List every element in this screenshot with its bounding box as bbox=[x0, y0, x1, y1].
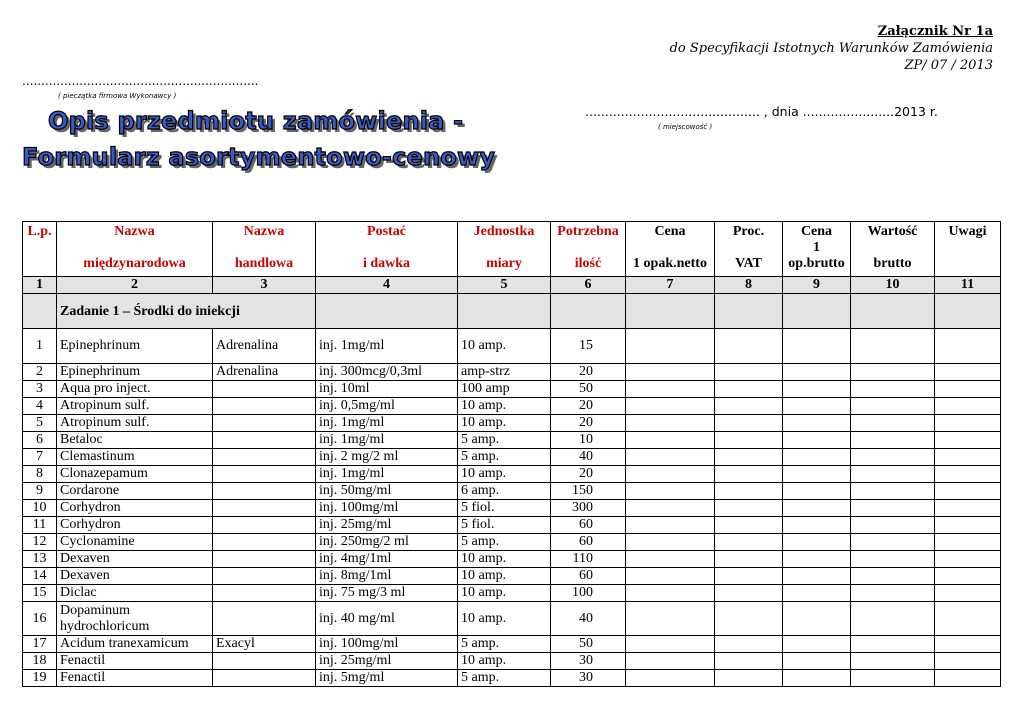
col-header-international-name: Nazwa międzynarodowa bbox=[57, 222, 213, 277]
international-name-cell: Acidum tranexamicum bbox=[57, 636, 213, 653]
form-dose-cell: inj. 4mg/1ml bbox=[316, 551, 458, 568]
table-row bbox=[23, 602, 1001, 636]
trade-name-cell bbox=[213, 585, 316, 602]
form-dose-cell: inj. 1mg/ml bbox=[316, 432, 458, 449]
notes-cell bbox=[935, 381, 1001, 398]
form-dose-cell: inj. 10ml bbox=[316, 381, 458, 398]
specification-reference: do Specyfikacji Istotnych Warunków Zamówienia bbox=[669, 41, 993, 56]
vat-cell bbox=[715, 329, 783, 364]
quantity-cell: 50 bbox=[551, 381, 626, 398]
gross-price-cell bbox=[783, 381, 851, 398]
notes-cell bbox=[935, 551, 1001, 568]
lp-cell: 4 bbox=[23, 398, 57, 415]
form-dose-cell: inj. 2 mg/2 ml bbox=[316, 449, 458, 466]
gross-price-cell bbox=[783, 466, 851, 483]
quantity-cell: 60 bbox=[551, 534, 626, 551]
table-row bbox=[23, 466, 1001, 483]
net-price-cell bbox=[626, 551, 715, 568]
trade-name-cell bbox=[213, 398, 316, 415]
notes-cell bbox=[935, 500, 1001, 517]
gross-value-cell bbox=[851, 568, 935, 585]
gross-price-cell bbox=[783, 534, 851, 551]
gross-value-cell bbox=[851, 534, 935, 551]
vat-cell bbox=[715, 534, 783, 551]
vat-cell bbox=[715, 432, 783, 449]
vat-cell bbox=[715, 517, 783, 534]
table-row bbox=[23, 381, 1001, 398]
gross-value-cell bbox=[851, 329, 935, 364]
vat-cell bbox=[715, 398, 783, 415]
gross-value-cell bbox=[851, 398, 935, 415]
trade-name-cell bbox=[213, 670, 316, 687]
gross-price-cell bbox=[783, 602, 851, 636]
unit-cell: 10 amp. bbox=[458, 568, 551, 585]
section-empty-cell bbox=[935, 294, 1001, 329]
notes-cell bbox=[935, 398, 1001, 415]
notes-cell bbox=[935, 534, 1001, 551]
international-name-cell: Clemastinum bbox=[57, 449, 213, 466]
column-number: 7 bbox=[626, 277, 715, 294]
column-number-row bbox=[23, 277, 1001, 294]
gross-value-cell bbox=[851, 432, 935, 449]
international-name-cell: Dexaven bbox=[57, 568, 213, 585]
vat-cell bbox=[715, 381, 783, 398]
lp-cell: 8 bbox=[23, 466, 57, 483]
quantity-cell: 40 bbox=[551, 449, 626, 466]
stamp-dotted-line: .............................................................. bbox=[22, 74, 259, 88]
international-name-cell: Betaloc bbox=[57, 432, 213, 449]
col-header-notes: Uwagi bbox=[935, 222, 1001, 277]
trade-name-cell bbox=[213, 500, 316, 517]
col-header-trade-name: Nazwa handlowa bbox=[213, 222, 316, 277]
col-header-quantity: Potrzebna ilość bbox=[551, 222, 626, 277]
unit-cell: 10 amp. bbox=[458, 329, 551, 364]
net-price-cell bbox=[626, 517, 715, 534]
net-price-cell bbox=[626, 329, 715, 364]
vat-cell bbox=[715, 568, 783, 585]
net-price-cell bbox=[626, 653, 715, 670]
form-dose-cell: inj. 1mg/ml bbox=[316, 329, 458, 364]
table-row bbox=[23, 415, 1001, 432]
net-price-cell bbox=[626, 364, 715, 381]
col-header-net-price: Cena 1 opak.netto bbox=[626, 222, 715, 277]
lp-cell: 12 bbox=[23, 534, 57, 551]
net-price-cell bbox=[626, 568, 715, 585]
vat-cell bbox=[715, 449, 783, 466]
col-header-unit: Jednostka miary bbox=[458, 222, 551, 277]
lp-cell: 11 bbox=[23, 517, 57, 534]
table-row bbox=[23, 670, 1001, 687]
title-line-2: Formularz asortymentowo-cenowy bbox=[22, 143, 496, 171]
unit-cell: 10 amp. bbox=[458, 602, 551, 636]
form-dose-cell: inj. 100mg/ml bbox=[316, 636, 458, 653]
unit-cell: 10 amp. bbox=[458, 398, 551, 415]
net-price-cell bbox=[626, 602, 715, 636]
quantity-cell: 40 bbox=[551, 602, 626, 636]
table-row bbox=[23, 568, 1001, 585]
unit-cell: 10 amp. bbox=[458, 415, 551, 432]
gross-price-cell bbox=[783, 517, 851, 534]
gross-value-cell bbox=[851, 415, 935, 432]
header-row bbox=[23, 222, 1001, 277]
gross-price-cell bbox=[783, 329, 851, 364]
vat-cell bbox=[715, 466, 783, 483]
net-price-cell bbox=[626, 381, 715, 398]
unit-cell: 5 amp. bbox=[458, 670, 551, 687]
international-name-cell: Clonazepamum bbox=[57, 466, 213, 483]
lp-cell: 13 bbox=[23, 551, 57, 568]
trade-name-cell bbox=[213, 381, 316, 398]
assortment-price-table bbox=[22, 221, 1001, 687]
gross-price-cell bbox=[783, 483, 851, 500]
gross-price-cell bbox=[783, 636, 851, 653]
notes-cell bbox=[935, 585, 1001, 602]
international-name-cell: Fenactil bbox=[57, 653, 213, 670]
gross-price-cell bbox=[783, 670, 851, 687]
unit-cell: 5 amp. bbox=[458, 449, 551, 466]
form-dose-cell: inj. 25mg/ml bbox=[316, 653, 458, 670]
quantity-cell: 60 bbox=[551, 568, 626, 585]
lp-cell: 1 bbox=[23, 329, 57, 364]
lp-cell: 10 bbox=[23, 500, 57, 517]
unit-cell: 6 amp. bbox=[458, 483, 551, 500]
col-header-gross-price: Cena 1 op.brutto bbox=[783, 222, 851, 277]
column-number: 11 bbox=[935, 277, 1001, 294]
section-row bbox=[23, 294, 1001, 329]
section-empty-cell bbox=[316, 294, 458, 329]
notes-cell bbox=[935, 670, 1001, 687]
lp-cell: 15 bbox=[23, 585, 57, 602]
international-name-cell: Atropinum sulf. bbox=[57, 398, 213, 415]
gross-price-cell bbox=[783, 551, 851, 568]
quantity-cell: 30 bbox=[551, 653, 626, 670]
international-name-cell: Atropinum sulf. bbox=[57, 415, 213, 432]
quantity-cell: 300 bbox=[551, 500, 626, 517]
gross-price-cell bbox=[783, 500, 851, 517]
international-name-cell: Cordarone bbox=[57, 483, 213, 500]
quantity-cell: 30 bbox=[551, 670, 626, 687]
form-dose-cell: inj. 8mg/1ml bbox=[316, 568, 458, 585]
lp-cell: 14 bbox=[23, 568, 57, 585]
quantity-cell: 60 bbox=[551, 517, 626, 534]
table-row bbox=[23, 364, 1001, 381]
trade-name-cell bbox=[213, 432, 316, 449]
trade-name-cell bbox=[213, 602, 316, 636]
gross-price-cell bbox=[783, 585, 851, 602]
vat-cell bbox=[715, 653, 783, 670]
place-label: ( miejscowość ) bbox=[658, 123, 713, 131]
quantity-cell: 20 bbox=[551, 415, 626, 432]
notes-cell bbox=[935, 568, 1001, 585]
international-name-cell: Dexaven bbox=[57, 551, 213, 568]
column-number: 10 bbox=[851, 277, 935, 294]
unit-cell: amp-strz bbox=[458, 364, 551, 381]
section-empty-cell bbox=[551, 294, 626, 329]
section-title: Zadanie 1 – Środki do iniekcji bbox=[57, 294, 316, 329]
unit-cell: 10 amp. bbox=[458, 653, 551, 670]
column-number: 9 bbox=[783, 277, 851, 294]
unit-cell: 100 amp bbox=[458, 381, 551, 398]
lp-cell: 2 bbox=[23, 364, 57, 381]
form-dose-cell: inj. 1mg/ml bbox=[316, 415, 458, 432]
notes-cell bbox=[935, 636, 1001, 653]
net-price-cell bbox=[626, 415, 715, 432]
gross-price-cell bbox=[783, 653, 851, 670]
trade-name-cell: Adrenalina bbox=[213, 329, 316, 364]
international-name-cell: Fenactil bbox=[57, 670, 213, 687]
trade-name-cell bbox=[213, 653, 316, 670]
table-row bbox=[23, 483, 1001, 500]
gross-price-cell bbox=[783, 449, 851, 466]
gross-value-cell bbox=[851, 381, 935, 398]
title-line-1: Opis przedmiotu zamówienia - bbox=[48, 107, 464, 135]
place-date-line: ............................................ , dnia .......................2013 r. bbox=[585, 104, 938, 119]
form-dose-cell: inj. 1mg/ml bbox=[316, 466, 458, 483]
quantity-cell: 10 bbox=[551, 432, 626, 449]
net-price-cell bbox=[626, 534, 715, 551]
quantity-cell: 20 bbox=[551, 398, 626, 415]
column-number: 2 bbox=[57, 277, 213, 294]
trade-name-cell bbox=[213, 449, 316, 466]
unit-cell: 10 amp. bbox=[458, 585, 551, 602]
gross-value-cell bbox=[851, 602, 935, 636]
gross-price-cell bbox=[783, 398, 851, 415]
gross-value-cell bbox=[851, 364, 935, 381]
notes-cell bbox=[935, 653, 1001, 670]
notes-cell bbox=[935, 449, 1001, 466]
international-name-cell: Dopaminum hydrochloricum bbox=[57, 602, 213, 636]
vat-cell bbox=[715, 415, 783, 432]
unit-cell: 5 amp. bbox=[458, 534, 551, 551]
international-name-cell: Diclac bbox=[57, 585, 213, 602]
col-header-form-dose: Postać i dawka bbox=[316, 222, 458, 277]
form-dose-cell: inj. 250mg/2 ml bbox=[316, 534, 458, 551]
table-row bbox=[23, 449, 1001, 466]
column-number: 1 bbox=[23, 277, 57, 294]
net-price-cell bbox=[626, 670, 715, 687]
form-dose-cell: inj. 50mg/ml bbox=[316, 483, 458, 500]
quantity-cell: 20 bbox=[551, 364, 626, 381]
section-empty-cell bbox=[626, 294, 715, 329]
notes-cell bbox=[935, 483, 1001, 500]
form-dose-cell: inj. 100mg/ml bbox=[316, 500, 458, 517]
case-number: ZP/ 07 / 2013 bbox=[904, 58, 993, 73]
form-dose-cell: inj. 5mg/ml bbox=[316, 670, 458, 687]
lp-cell: 18 bbox=[23, 653, 57, 670]
quantity-cell: 150 bbox=[551, 483, 626, 500]
trade-name-cell bbox=[213, 415, 316, 432]
form-dose-cell: inj. 25mg/ml bbox=[316, 517, 458, 534]
vat-cell bbox=[715, 551, 783, 568]
lp-cell: 5 bbox=[23, 415, 57, 432]
gross-value-cell bbox=[851, 466, 935, 483]
form-dose-cell: inj. 75 mg/3 ml bbox=[316, 585, 458, 602]
notes-cell bbox=[935, 432, 1001, 449]
net-price-cell bbox=[626, 466, 715, 483]
section-empty-cell bbox=[851, 294, 935, 329]
lp-cell: 3 bbox=[23, 381, 57, 398]
column-number: 4 bbox=[316, 277, 458, 294]
gross-value-cell bbox=[851, 449, 935, 466]
vat-cell bbox=[715, 670, 783, 687]
vat-cell bbox=[715, 483, 783, 500]
international-name-cell: Epinephrinum bbox=[57, 364, 213, 381]
lp-cell: 9 bbox=[23, 483, 57, 500]
table-row bbox=[23, 653, 1001, 670]
table-row bbox=[23, 500, 1001, 517]
notes-cell bbox=[935, 364, 1001, 381]
notes-cell bbox=[935, 517, 1001, 534]
quantity-cell: 50 bbox=[551, 636, 626, 653]
form-dose-cell: inj. 0,5mg/ml bbox=[316, 398, 458, 415]
table-row bbox=[23, 432, 1001, 449]
quantity-cell: 20 bbox=[551, 466, 626, 483]
gross-value-cell bbox=[851, 585, 935, 602]
unit-cell: 5 fiol. bbox=[458, 500, 551, 517]
vat-cell bbox=[715, 500, 783, 517]
gross-value-cell bbox=[851, 517, 935, 534]
quantity-cell: 15 bbox=[551, 329, 626, 364]
unit-cell: 10 amp. bbox=[458, 466, 551, 483]
section-empty-cell bbox=[23, 294, 57, 329]
notes-cell bbox=[935, 329, 1001, 364]
lp-cell: 19 bbox=[23, 670, 57, 687]
trade-name-cell bbox=[213, 534, 316, 551]
gross-value-cell bbox=[851, 670, 935, 687]
lp-cell: 7 bbox=[23, 449, 57, 466]
column-number: 5 bbox=[458, 277, 551, 294]
net-price-cell bbox=[626, 585, 715, 602]
notes-cell bbox=[935, 602, 1001, 636]
table-row bbox=[23, 636, 1001, 653]
trade-name-cell bbox=[213, 551, 316, 568]
stamp-label: ( pieczątka firmowa Wykonawcy ) bbox=[58, 92, 177, 100]
international-name-cell: Epinephrinum bbox=[57, 329, 213, 364]
gross-value-cell bbox=[851, 500, 935, 517]
section-empty-cell bbox=[458, 294, 551, 329]
net-price-cell bbox=[626, 398, 715, 415]
column-number: 6 bbox=[551, 277, 626, 294]
table-row bbox=[23, 398, 1001, 415]
lp-cell: 16 bbox=[23, 602, 57, 636]
unit-cell: 10 amp. bbox=[458, 551, 551, 568]
notes-cell bbox=[935, 415, 1001, 432]
net-price-cell bbox=[626, 500, 715, 517]
quantity-cell: 110 bbox=[551, 551, 626, 568]
column-number: 8 bbox=[715, 277, 783, 294]
gross-value-cell bbox=[851, 551, 935, 568]
gross-value-cell bbox=[851, 636, 935, 653]
net-price-cell bbox=[626, 432, 715, 449]
net-price-cell bbox=[626, 483, 715, 500]
col-header-vat: Proc. VAT bbox=[715, 222, 783, 277]
international-name-cell: Aqua pro inject. bbox=[57, 381, 213, 398]
gross-price-cell bbox=[783, 568, 851, 585]
form-dose-cell: inj. 40 mg/ml bbox=[316, 602, 458, 636]
net-price-cell bbox=[626, 636, 715, 653]
trade-name-cell bbox=[213, 517, 316, 534]
unit-cell: 5 fiol. bbox=[458, 517, 551, 534]
lp-cell: 6 bbox=[23, 432, 57, 449]
table-row bbox=[23, 329, 1001, 364]
quantity-cell: 100 bbox=[551, 585, 626, 602]
unit-cell: 5 amp. bbox=[458, 636, 551, 653]
net-price-cell bbox=[626, 449, 715, 466]
international-name-cell: Corhydron bbox=[57, 517, 213, 534]
section-empty-cell bbox=[715, 294, 783, 329]
lp-cell: 17 bbox=[23, 636, 57, 653]
col-header-gross-value: Wartość brutto bbox=[851, 222, 935, 277]
trade-name-cell bbox=[213, 568, 316, 585]
column-number: 3 bbox=[213, 277, 316, 294]
vat-cell bbox=[715, 585, 783, 602]
table-row bbox=[23, 517, 1001, 534]
annex-number: Załącznik Nr 1a bbox=[877, 24, 993, 39]
table-row bbox=[23, 534, 1001, 551]
gross-price-cell bbox=[783, 364, 851, 381]
table-row bbox=[23, 585, 1001, 602]
vat-cell bbox=[715, 364, 783, 381]
trade-name-cell: Exacyl bbox=[213, 636, 316, 653]
notes-cell bbox=[935, 466, 1001, 483]
vat-cell bbox=[715, 636, 783, 653]
vat-cell bbox=[715, 602, 783, 636]
table-row bbox=[23, 551, 1001, 568]
trade-name-cell bbox=[213, 483, 316, 500]
trade-name-cell: Adrenalina bbox=[213, 364, 316, 381]
international-name-cell: Cyclonamine bbox=[57, 534, 213, 551]
international-name-cell: Corhydron bbox=[57, 500, 213, 517]
gross-price-cell bbox=[783, 415, 851, 432]
gross-value-cell bbox=[851, 653, 935, 670]
form-dose-cell: inj. 300mcg/0,3ml bbox=[316, 364, 458, 381]
trade-name-cell bbox=[213, 466, 316, 483]
col-header-lp: L.p. bbox=[23, 222, 57, 277]
unit-cell: 5 amp. bbox=[458, 432, 551, 449]
gross-value-cell bbox=[851, 483, 935, 500]
section-empty-cell bbox=[783, 294, 851, 329]
gross-price-cell bbox=[783, 432, 851, 449]
